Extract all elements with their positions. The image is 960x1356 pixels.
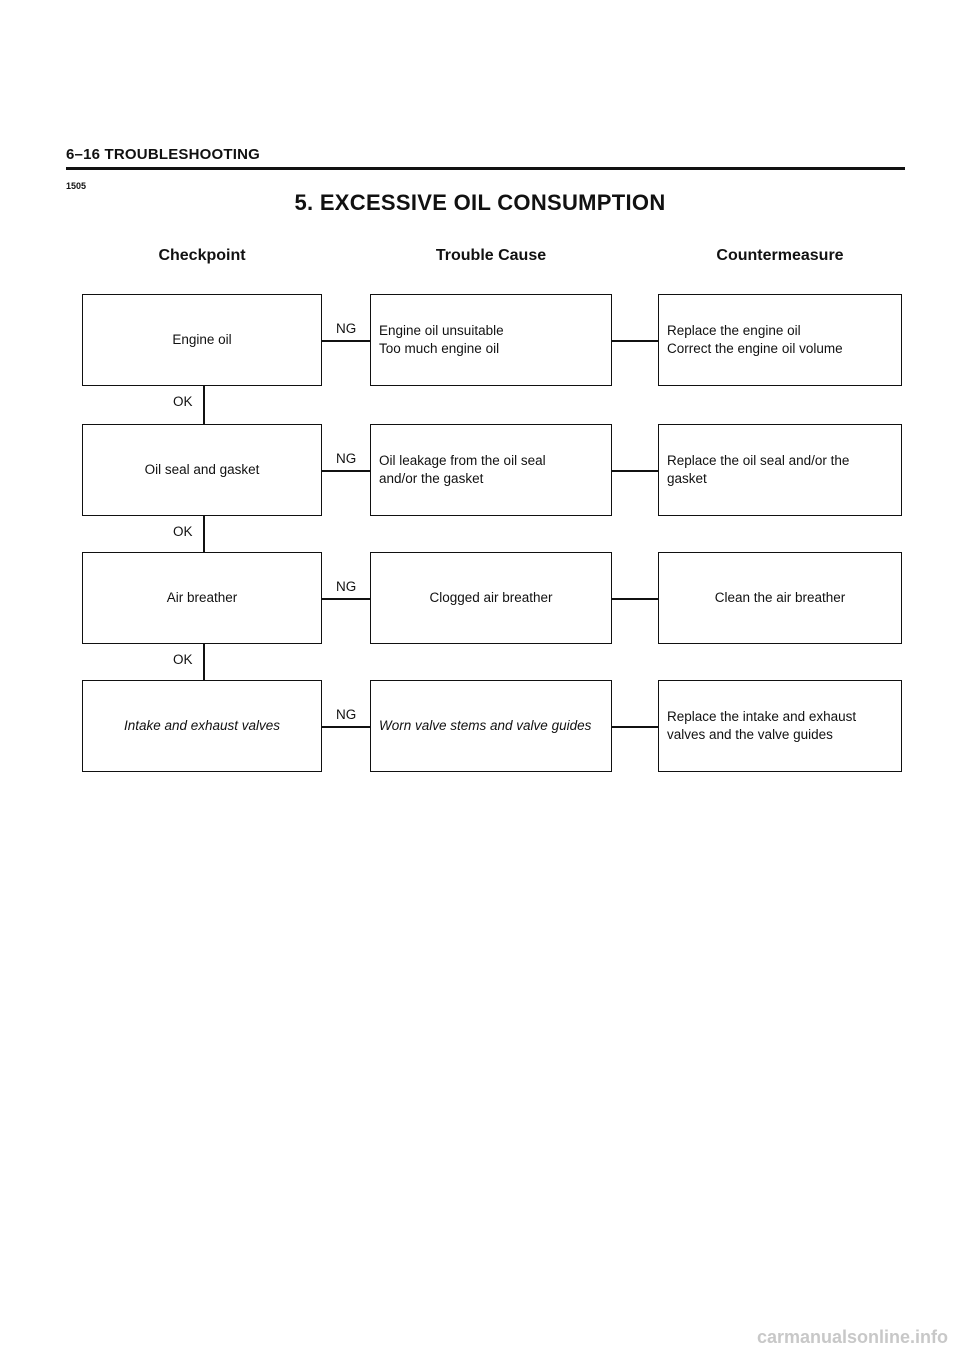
section-header: 6–16 TROUBLESHOOTING: [66, 146, 261, 163]
ok-label: OK: [173, 394, 193, 409]
checkpoint-box: [82, 294, 322, 386]
cause-box-text: Oil leakage from the oil seal and/or the gasket: [379, 453, 546, 486]
ng-connector: [322, 340, 370, 342]
column-header-checkpoint: Checkpoint: [158, 247, 246, 264]
countermeasure-box-text: Clean the air breather: [714, 590, 846, 605]
watermark: carmanualsonline.info: [756, 1327, 948, 1347]
countermeasure-box-text: Replace the intake and exhaust valves and the valve guides: [667, 709, 857, 742]
cause-box-text: Engine oil unsuitable Too much engine oil: [379, 323, 504, 356]
ok-label: OK: [173, 652, 193, 667]
ng-connector: [322, 470, 370, 472]
cause-box: [370, 680, 612, 772]
remedy-connector: [612, 598, 658, 600]
ok-connector: [203, 386, 205, 424]
checkpoint-box-text: Oil seal and gasket: [144, 462, 260, 477]
countermeasure-box: [658, 294, 902, 386]
header-rule: [66, 167, 905, 170]
countermeasure-box: [658, 552, 902, 644]
ng-connector: [322, 598, 370, 600]
ng-label: NG: [336, 451, 357, 466]
checkpoint-box: [82, 552, 322, 644]
cause-box-text: Clogged air breather: [429, 590, 553, 605]
checkpoint-box: [82, 424, 322, 516]
column-header-countermeasure: Countermeasure: [716, 247, 844, 264]
remedy-connector: [612, 726, 658, 728]
page-code: 1505: [66, 181, 87, 191]
countermeasure-box-text: Replace the engine oil Correct the engine oil volume: [667, 323, 843, 356]
cause-box: [370, 552, 612, 644]
ng-connector: [322, 726, 370, 728]
ng-label: NG: [336, 707, 357, 722]
ok-connector: [203, 644, 205, 680]
remedy-connector: [612, 340, 658, 342]
checkpoint-box-text: Engine oil: [172, 332, 232, 347]
column-header-trouble-cause: Trouble Cause: [435, 247, 547, 264]
countermeasure-box: [658, 424, 902, 516]
countermeasure-box: [658, 680, 902, 772]
ok-label: OK: [173, 524, 193, 539]
remedy-connector: [612, 470, 658, 472]
checkpoint-box: [82, 680, 322, 772]
checkpoint-box-text: Air breather: [166, 590, 238, 605]
cause-box: [370, 424, 612, 516]
checkpoint-box-text: Intake and exhaust valves: [123, 718, 281, 733]
page-title: 5. EXCESSIVE OIL CONSUMPTION: [294, 190, 666, 215]
countermeasure-box-text: Replace the oil seal and/or the gasket: [667, 453, 850, 486]
cause-box: [370, 294, 612, 386]
ok-connector: [203, 516, 205, 552]
cause-box-text: Worn valve stems and valve guides: [379, 718, 592, 733]
ng-label: NG: [336, 579, 357, 594]
ng-label: NG: [336, 321, 357, 336]
